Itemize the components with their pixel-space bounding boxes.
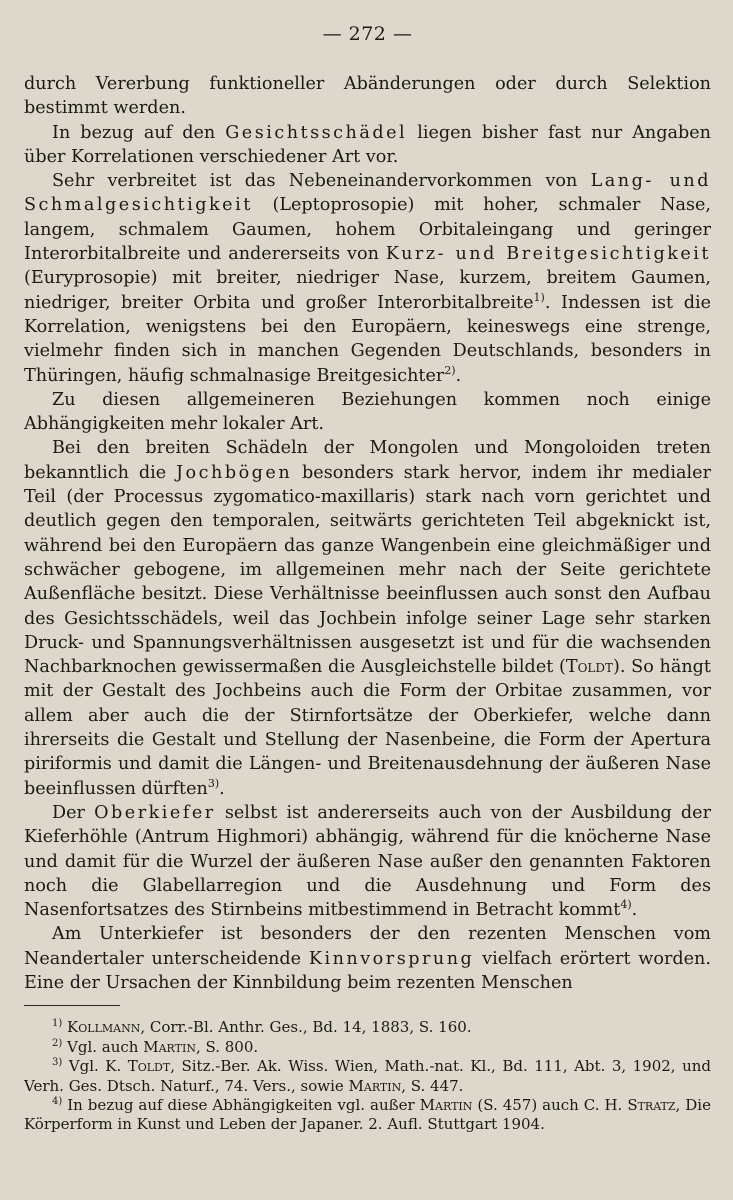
emphasized-term: Kinnvorsprung	[308, 948, 475, 969]
paragraph	[24, 801, 711, 922]
paragraph	[24, 388, 711, 437]
text-run: vielfach erörtert worden. Eine der Ursachen der Kinnbildung beim rezenten Menschen	[24, 948, 711, 993]
author-name: Kollmann	[67, 1018, 141, 1037]
paragraph	[24, 436, 711, 800]
footnotes	[24, 1018, 711, 1134]
paragraph	[24, 922, 711, 995]
page-number: — 272 —	[322, 23, 413, 45]
text-run: .	[219, 778, 225, 799]
footnote-marker: 2)	[52, 1037, 63, 1049]
footnote-marker: 2)	[444, 363, 456, 377]
footnote	[24, 1018, 711, 1037]
text-run: , Sitz.-Ber. Ak. Wiss. Wien, Math.-nat. Kl., Bd. 111, Abt. 3, 1902, und Verh. Ges. Dtsch. Naturf., 74. Vers., sowie	[24, 1057, 711, 1095]
footnote-marker: 3)	[52, 1057, 63, 1069]
paragraph	[24, 169, 711, 388]
footnote-separator	[24, 1005, 120, 1006]
author-name: Martin	[348, 1076, 402, 1095]
footnote-marker: 1)	[52, 1018, 63, 1030]
author-name: Martin	[143, 1037, 196, 1056]
paragraph	[24, 121, 711, 170]
footnote-marker: 1)	[533, 290, 545, 304]
text-run: selbst ist andererseits auch von der Ausbildung der Kieferhöhle (Antrum Highmori) abhängig, während für die knöcherne Nase und damit für die Wurzel der äußeren Nase außer den genannten Faktoren noch die Glabellarregion und die Ausdehnung und Form des Nasenfortsatzes des Stirnbeins mitbestimmend in Betracht kommt	[24, 802, 711, 921]
text-run: , S. 800.	[195, 1037, 259, 1056]
emphasized-term: Jochbögen	[175, 462, 293, 483]
text-run: Bei den breiten Schädeln der Mongolen und Mongoloiden treten bekanntlich die	[24, 438, 711, 483]
footnote-marker: 4)	[52, 1095, 63, 1107]
text-run: Sehr verbreitet ist das Nebeneinandervorkommen von	[52, 171, 591, 192]
text-run: , Die Körperform in Kunst und Leben der Japaner. 2. Aufl. Stuttgart 1904.	[24, 1095, 711, 1134]
text-run: In bezug auf diese Abhängigkeiten vgl. außer	[62, 1095, 420, 1114]
text-run: Vgl. K.	[62, 1057, 128, 1076]
text-run: , Corr.-Bl. Anthr. Ges., Bd. 14, 1883, S. 160.	[140, 1018, 472, 1037]
body-text	[24, 72, 711, 995]
author-name: Stratz	[627, 1095, 676, 1114]
text-run: ). So hängt mit der Gestalt des Jochbeins auch die Form der Orbitae zusammen, vor allem aber auch die der Stirnfortsätze der Oberkiefer, welche dann ihrerseits die Gestalt und Stellung der Nasenbeine, die Form der Apertura piriformis und damit die Längen- und Breitenausdehnung der äußeren Nase beeinflussen dürften	[24, 657, 711, 799]
author-name: Martin	[419, 1095, 473, 1114]
text-run: Der	[52, 802, 95, 823]
text-run: (Leptoprosopie) mit hoher, schmaler Nase, langem, schmalem Gaumen, hohem Orbitaleingang und geringer Interorbitalbreite und andererseits von	[24, 195, 711, 265]
emphasized-term: Lang- und Schmalgesichtigkeit	[24, 171, 711, 216]
text-run: .	[631, 900, 638, 921]
paragraph	[24, 72, 711, 121]
footnote-marker: 3)	[207, 776, 220, 790]
text-run: , S. 447.	[401, 1076, 464, 1095]
text-run: liegen bisher fast nur Angaben über Korrelationen verschiedener Art vor.	[24, 122, 711, 167]
emphasized-term: Kurz- und Breitgesichtigkeit	[385, 244, 712, 265]
text-run: In bezug auf den	[52, 122, 226, 143]
footnote	[24, 1057, 711, 1096]
author-name: Toldt	[127, 1057, 171, 1076]
author-name: Toldt	[565, 657, 614, 678]
text-run: Vgl. auch	[62, 1037, 144, 1056]
text-run: Zu diesen allgemeineren Beziehungen kommen noch einige Abhängigkeiten mehr lokaler Art.	[24, 389, 711, 435]
emphasized-term: Gesichtsschädel	[225, 122, 408, 143]
text-run: Am Unterkiefer ist besonders der den rezenten Menschen vom Neandertaler unterscheidende	[24, 924, 711, 969]
text-run: (Euryprosopie) mit breiter, niedriger Nase, kurzem, breitem Gaumen, niedriger, breiter Orbita und großer Interorbitalbreite	[24, 268, 711, 313]
text-run: .	[455, 365, 462, 386]
text-run: . Indessen ist die Korrelation, wenigstens bei den Europäern, keineswegs eine strenge, vielmehr finden sich in manchen Gegenden Deutschlands, besonders in Thüringen, häufig schmalnasige Breitgesichter	[24, 292, 711, 386]
text-run: durch Vererbung funktioneller Abänderungen oder durch Selektion bestimmt werden.	[24, 74, 711, 119]
footnote-marker: 4)	[620, 898, 632, 912]
text-run: (S. 457) auch C. H.	[472, 1095, 628, 1114]
text-run: besonders stark hervor, indem ihr medialer Teil (der Processus zygomatico-maxillaris) stark nach vorn gerichtet und deutlich gegen den temporalen, seitwärts gerichteten Teil abgeknickt ist, während bei den Europäern das ganze Wangenbein eine gleichmäßiger und schwächer gebogene, im allgemeinen mehr nach der Seite gerichtete Außenfläche besitzt. Diese Verhältnisse beeinflussen auch sonst den Aufbau des Gesichtsschädels, weil das Jochbein infolge seiner Lage sehr starken Druck- und Spannungsverhältnissen ausgesetzt ist und für die wachsenden Nachbarknochen gewissermaßen die Ausgleichstelle bildet (	[24, 462, 711, 678]
emphasized-term: Oberkiefer	[94, 802, 216, 823]
footnote	[24, 1038, 711, 1057]
footnote	[24, 1096, 711, 1135]
